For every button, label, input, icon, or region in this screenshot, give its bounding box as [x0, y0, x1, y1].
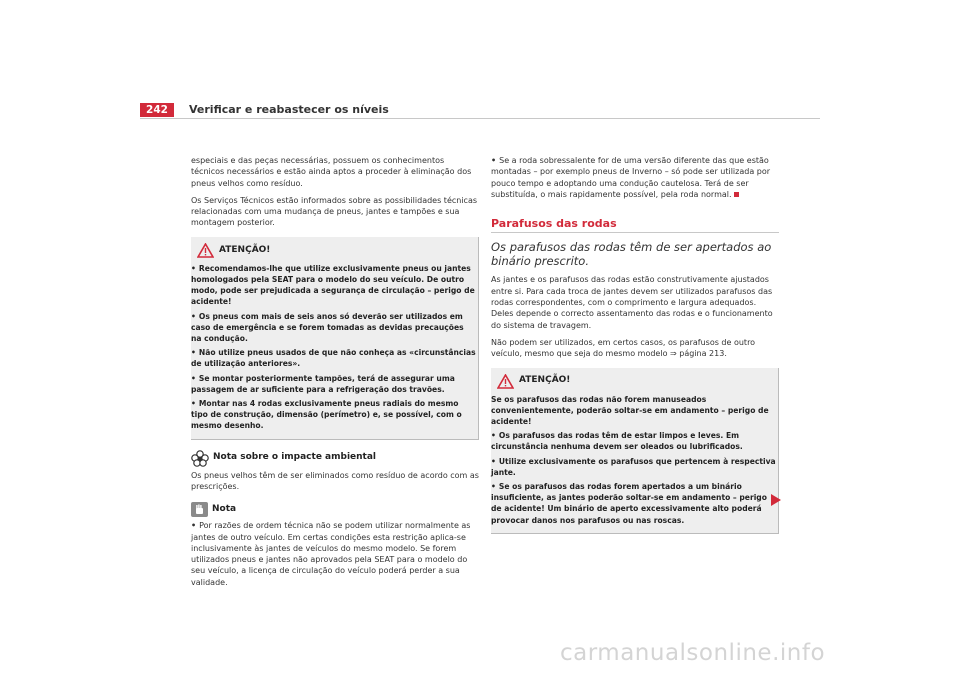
bullet-icon: •	[191, 373, 196, 383]
warning-title: ATENÇÃO!	[519, 375, 571, 386]
bolts-paragraph-2: Não podem ser utilizados, em certos casos, os parafusos de outro veículo, mesmo que seja do mesmo modelo ⇒ página 213.	[491, 337, 756, 359]
bullet-icon: •	[191, 521, 197, 531]
warning-item: • Montar nas 4 rodas exclusivamente pneus radiais do mesmo tipo de construção, dimensão (perímetro) e, se possível, com o mesmo desenho.	[191, 399, 462, 431]
bullet-icon: •	[191, 348, 196, 358]
warning-body	[491, 394, 778, 526]
continue-arrow-icon	[771, 494, 781, 506]
running-header: Verificar e reabastecer os níveis	[189, 103, 389, 116]
intro-paragraph-1: especiais e das peças necessárias, possuem os conhecimentos técnicos necessários e estão ainda aptos a proceder à eliminação dos pneus velhos como resíduo.	[191, 156, 472, 188]
bolts-paragraph-1: As jantes e os parafusos das rodas estão construtivamente ajustados entre si. Para cada troca de jantes devem ser utilizados parafusos das rodas correspondentes, com o comprimento e largura adequados. Deles depende o correcto assentamento das rodas e o funcionamento do sistema de travagem.	[491, 275, 773, 330]
bullet-icon: •	[491, 481, 496, 491]
warning-item: • Utilize exclusivamente os parafusos que pertencem à respectiva jante.	[491, 456, 776, 477]
left-column	[191, 155, 479, 594]
right-column	[491, 155, 779, 544]
warning-title: ATENÇÃO!	[219, 244, 271, 255]
warning-lead: Se os parafusos das rodas não forem manuseados convenientemente, poderão soltar-se em andamento – perigo de acidente!	[491, 394, 769, 426]
environment-note-header	[191, 450, 479, 467]
note-item: • Por razões de ordem técnica não se podem utilizar normalmente as jantes de outro veículo. Em certas condições esta restrição aplica-se inclusivamente às jantes de veículos do mesmo modelo. Se forem utilizados pneus e jantes não aprovados pela SEAT para o modelo do seu veículo, a licença de circulação do veículo poderá perder a sua validade.	[191, 521, 471, 587]
spare-wheel-bullet: • Se a roda sobressalente for de uma versão diferente das que estão montadas – por exemplo pneus de Inverno – só pode ser utilizada por pouco tempo e adoptando uma condução cautelosa. Terá de ser substituída, o mais rapidamente possível, pela roda normal.	[491, 156, 771, 199]
warning-item: • Se os parafusos das rodas forem apertados a um binário insuficiente, as jantes poderão soltar-se em andamento – perigo de acidente! Um binário de aperto excessivamente alto poderá provocar danos nos parafusos ou nas roscas.	[491, 481, 767, 525]
warning-item: • Recomendamos-lhe que utilize exclusivamente pneus ou jantes homologados pela SEAT para o modelo do seu veículo. De outro modo, pode ser prejudicada a segurança de circulação – perigo de acidente!	[191, 263, 475, 307]
warning-item: • Os pneus com mais de seis anos só deverão ser utilizados em caso de emergência e se forem tomadas as devidas precauções na condução.	[191, 311, 464, 343]
section-end-marker	[734, 192, 739, 197]
environment-note-title: Nota sobre o impacte ambiental	[213, 452, 377, 463]
bullet-icon: •	[491, 431, 496, 441]
bullet-icon: •	[191, 263, 196, 273]
hand-note-icon	[191, 502, 208, 517]
environment-note-text: Os pneus velhos têm de ser eliminados como resíduo de acordo com as prescrições.	[191, 470, 479, 491]
intro-paragraph-2: Os Serviços Técnicos estão informados sobre as possibilidades técnicas relacionadas com uma mudança de pneus, jantes e tampões e sua montagem posterior.	[191, 195, 478, 228]
bullet-icon: •	[491, 456, 496, 466]
warning-header	[197, 243, 478, 258]
watermark: carmanualsonline.info	[560, 640, 826, 666]
section-title: Parafusos das rodas	[491, 218, 779, 233]
bullet-icon: •	[491, 156, 497, 165]
warning-header	[497, 374, 778, 389]
warning-triangle-icon	[497, 374, 514, 389]
note-title: Nota	[212, 504, 237, 515]
bullet-icon: •	[191, 311, 196, 321]
bullet-icon: •	[191, 399, 196, 409]
warning-box-tyres	[191, 237, 479, 440]
warning-body	[191, 263, 478, 432]
flower-environment-icon	[191, 450, 209, 467]
page-number: 242	[140, 103, 174, 117]
warning-item: • Os parafusos das rodas têm de estar limpos e leves. Em circunstância nenhuma devem ser oleados ou lubrificados.	[491, 431, 743, 452]
note-header	[191, 502, 479, 517]
warning-triangle-icon	[197, 243, 214, 258]
warning-item: • Se montar posteriormente tampões, terá de assegurar uma passagem de ar suficiente para a refrigeração dos travões.	[191, 373, 455, 394]
header-rule	[140, 118, 820, 119]
warning-box-bolts	[491, 368, 779, 534]
warning-item: • Não utilize pneus usados de que não conheça as «circunstâncias de utilização anteriores».	[191, 348, 476, 369]
section-subtitle: Os parafusos das rodas têm de ser apertados ao binário prescrito.	[491, 240, 772, 269]
